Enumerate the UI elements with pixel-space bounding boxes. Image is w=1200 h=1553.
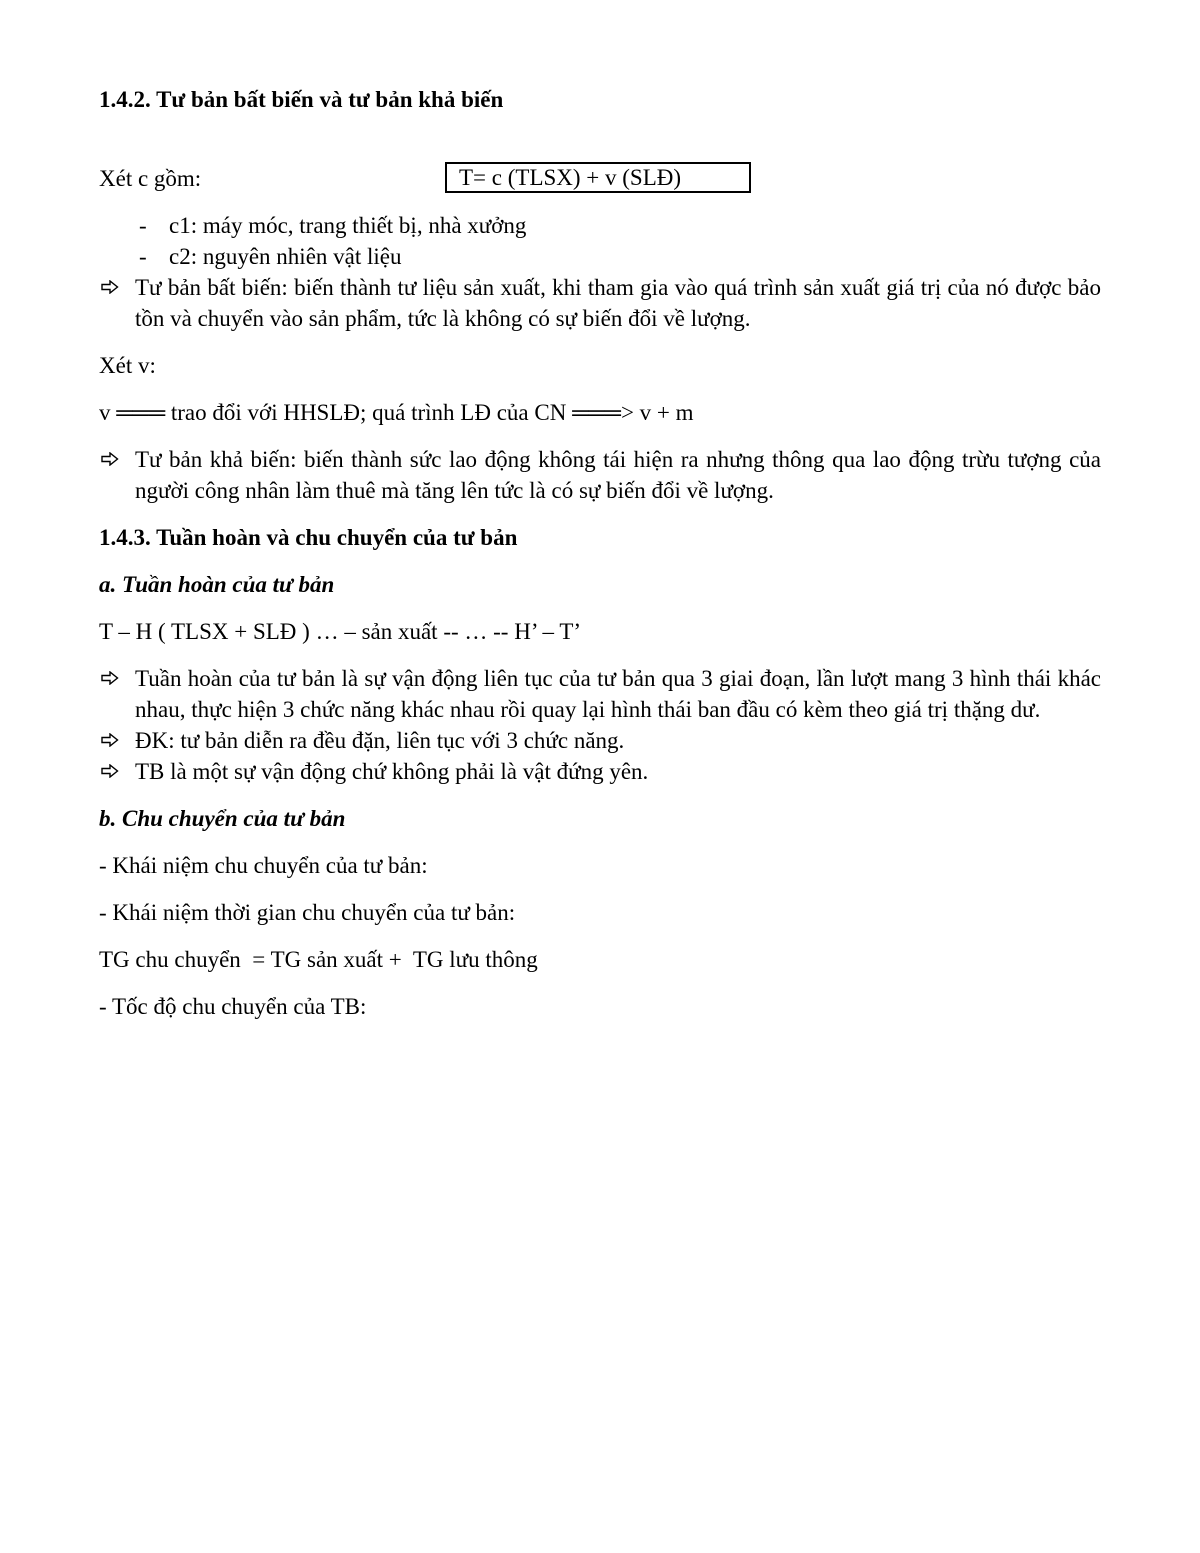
capital-formula-box: T= c (TLSX) + v (SLĐ) <box>445 162 751 193</box>
turnover-speed-line: - Tốc độ chu chuyển của TB: <box>99 994 367 1019</box>
document-page <box>99 84 1101 1022</box>
subsection-a-title: a. Tuần hoàn của tư bản <box>99 572 335 597</box>
v-exchange-line: v ═══ trao đổi với HHSLĐ; quá trình LĐ của CN ═══> v + m <box>99 400 694 425</box>
section-142-title: 1.4.2. Tư bản bất biến và tư bản khả biến <box>99 87 504 112</box>
consider-v-label: Xét v: <box>99 353 156 378</box>
turnover-time-formula: TG chu chuyển = TG sản xuất + TG lưu thông <box>99 947 538 972</box>
right-arrow-icon <box>99 725 125 756</box>
section-143-title: 1.4.3. Tuần hoàn và chu chuyển của tư bản <box>99 525 518 550</box>
variable-capital-conclusion: Tư bản khả biến: biến thành sức lao động không tái hiện ra nhưng thông qua lao động trừu tượng của người công nhân làm thuê mà tăng lên tức là có sự biến đổi về lượng. <box>99 444 1101 506</box>
right-arrow-icon <box>99 663 125 694</box>
circulation-point: Tuần hoàn của tư bản là sự vận động liên tục của tư bản qua 3 giai đoạn, lần lượt mang 3 hình thái khác nhau, thực hiện 3 chức năng khác nhau rồi quay lại hình thái ban đầu có kèm theo giá trị thặng dư. <box>99 663 1101 725</box>
right-arrow-icon <box>99 272 125 303</box>
circulation-point: TB là một sự vận động chứ không phải là vật đứng yên. <box>99 756 1101 787</box>
circulation-formula: T – H ( TLSX + SLĐ ) … – sản xuất -- … -- H’ – T’ <box>99 619 582 644</box>
turnover-concept-line: - Khái niệm chu chuyển của tư bản: <box>99 853 428 878</box>
subsection-b-title: b. Chu chuyển của tư bản <box>99 806 346 831</box>
c-component-list <box>99 210 1101 272</box>
list-item: - c2: nguyên nhiên vật liệu <box>139 244 402 269</box>
list-item: - c1: máy móc, trang thiết bị, nhà xưởng <box>139 213 527 238</box>
right-arrow-icon <box>99 444 125 475</box>
turnover-time-concept-line: - Khái niệm thời gian chu chuyển của tư bản: <box>99 900 516 925</box>
consider-c-label: Xét c gồm: <box>99 166 202 191</box>
constant-capital-conclusion: Tư bản bất biến: biến thành tư liệu sản xuất, khi tham gia vào quá trình sản xuất giá trị của nó được bảo tồn và chuyển vào sản phẩm, tức là không có sự biến đổi về lượng. <box>99 272 1101 334</box>
right-arrow-icon <box>99 756 125 787</box>
circulation-point: ĐK: tư bản diễn ra đều đặn, liên tục với 3 chức năng. <box>99 725 1101 756</box>
